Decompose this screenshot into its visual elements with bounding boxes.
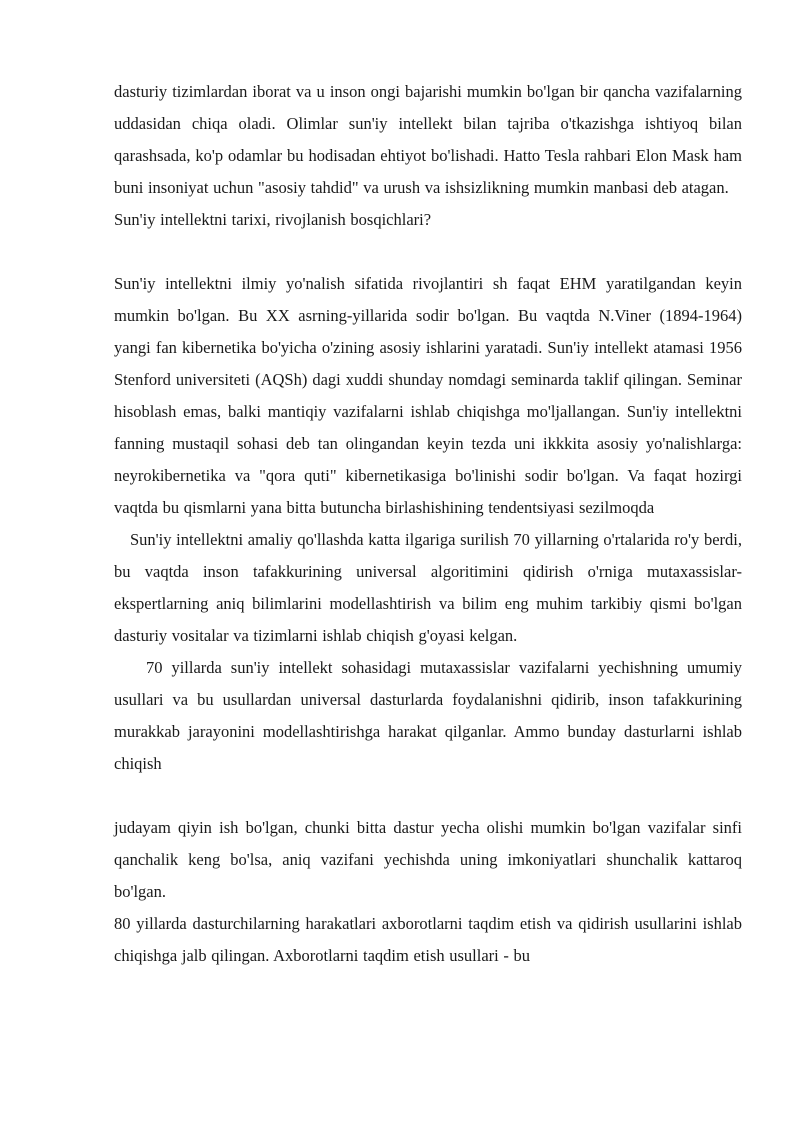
spacer — [114, 236, 742, 268]
paragraph-80s: 80 yillarda dasturchilarning harakatlari axborotlarni taqdim etish va qidirish usullarini ishlab chiqishga jalb qilingan. Axborotlarni taqdim etish usullari - bu — [114, 914, 742, 965]
paragraph-70s-methods: 70 yillarda sun'iy intellekt sohasidagi mutaxassislar vazifalarni yechishning umumiy usullari va bu usullardan universal dasturlarda foydalanishni qidirib, inson tafakkurining murakkab jarayonini modellashtirishga harakat qilganlar. Ammo bunday dasturlarni ishlab chiqish — [114, 658, 742, 773]
page-break-gap — [114, 780, 742, 812]
paragraph-70s-practical: Sun'iy intellektni amaliy qo'llashda katta ilgariga surilish 70 yillarning o'rtalarida ro'y berdi, bu vaqtda inson tafakkurining universal algoritimini qidirish o'rniga mutaxassislar-ekspertlarning aniq bilimlarini modellashtirish va bilim eng muhim tarkibiy qismi bo'lgan dasturiy vositalar va tizimlarni ishlab chiqish g'oyasi kelgan. — [114, 530, 742, 645]
document-body — [114, 76, 742, 972]
paragraph-difficulty: judayam qiyin ish bo'lgan, chunki bitta dastur yecha olishi mumkin bo'lgan vazifalar sinfi qanchalik keng bo'lsa, aniq vazifani yechishda uning imkoniyatlari shunchalik kattaroq bo'lgan. — [114, 818, 742, 901]
section-heading: Sun'iy intellektni tarixi, rivojlanish bosqichlari? — [114, 210, 432, 229]
paragraph-intro: dasturiy tizimlardan iborat va u inson ongi bajarishi mumkin bo'lgan bir qancha vazifalarning uddasidan chiqa oladi. Olimlar sun'iy intellekt bilan tajriba o'tkazishga ishtiyoq bilan qarashsada, ko'p odamlar bu hodisadan ehtiyot bo'lishadi. Hatto Tesla rahbari Elon Mask ham buni insoniyat uchun "asosiy tahdid" va urush va ishsizlikning mumkin manbasi deb atagan. — [114, 82, 742, 197]
paragraph-history: Sun'iy intellektni ilmiy yo'nalish sifatida rivojlantiri sh faqat EHM yaratilgandan keyin mumkin bo'lgan. Bu XX asrning-yillarida sodir bo'lgan. Bu vaqtda N.Viner (1894-1964) yangi fan kibernetika bo'yicha o'zining asosiy ishlarini yaratadi. Sun'iy intellekt atamasi 1956 Stenford universiteti (AQSh) dagi xuddi shunday nomdagi seminarda taklif qilingan. Seminar hisoblash emas, balki mantiqiy vazifalarni ishlab chiqishga mo'ljallangan. Sun'iy intellektni fanning mustaqil sohasi deb tan olingandan keyin tezda uni ikkkita asosiy yo'nalishlarga: neyrokibernetika va "qora quti" kibernetikasiga bo'linishi sodir bo'lgan. Va faqat hozirgi vaqtda bu qismlarni yana bitta butuncha birlashishining tendentsiyasi sezilmoqda — [114, 274, 742, 517]
